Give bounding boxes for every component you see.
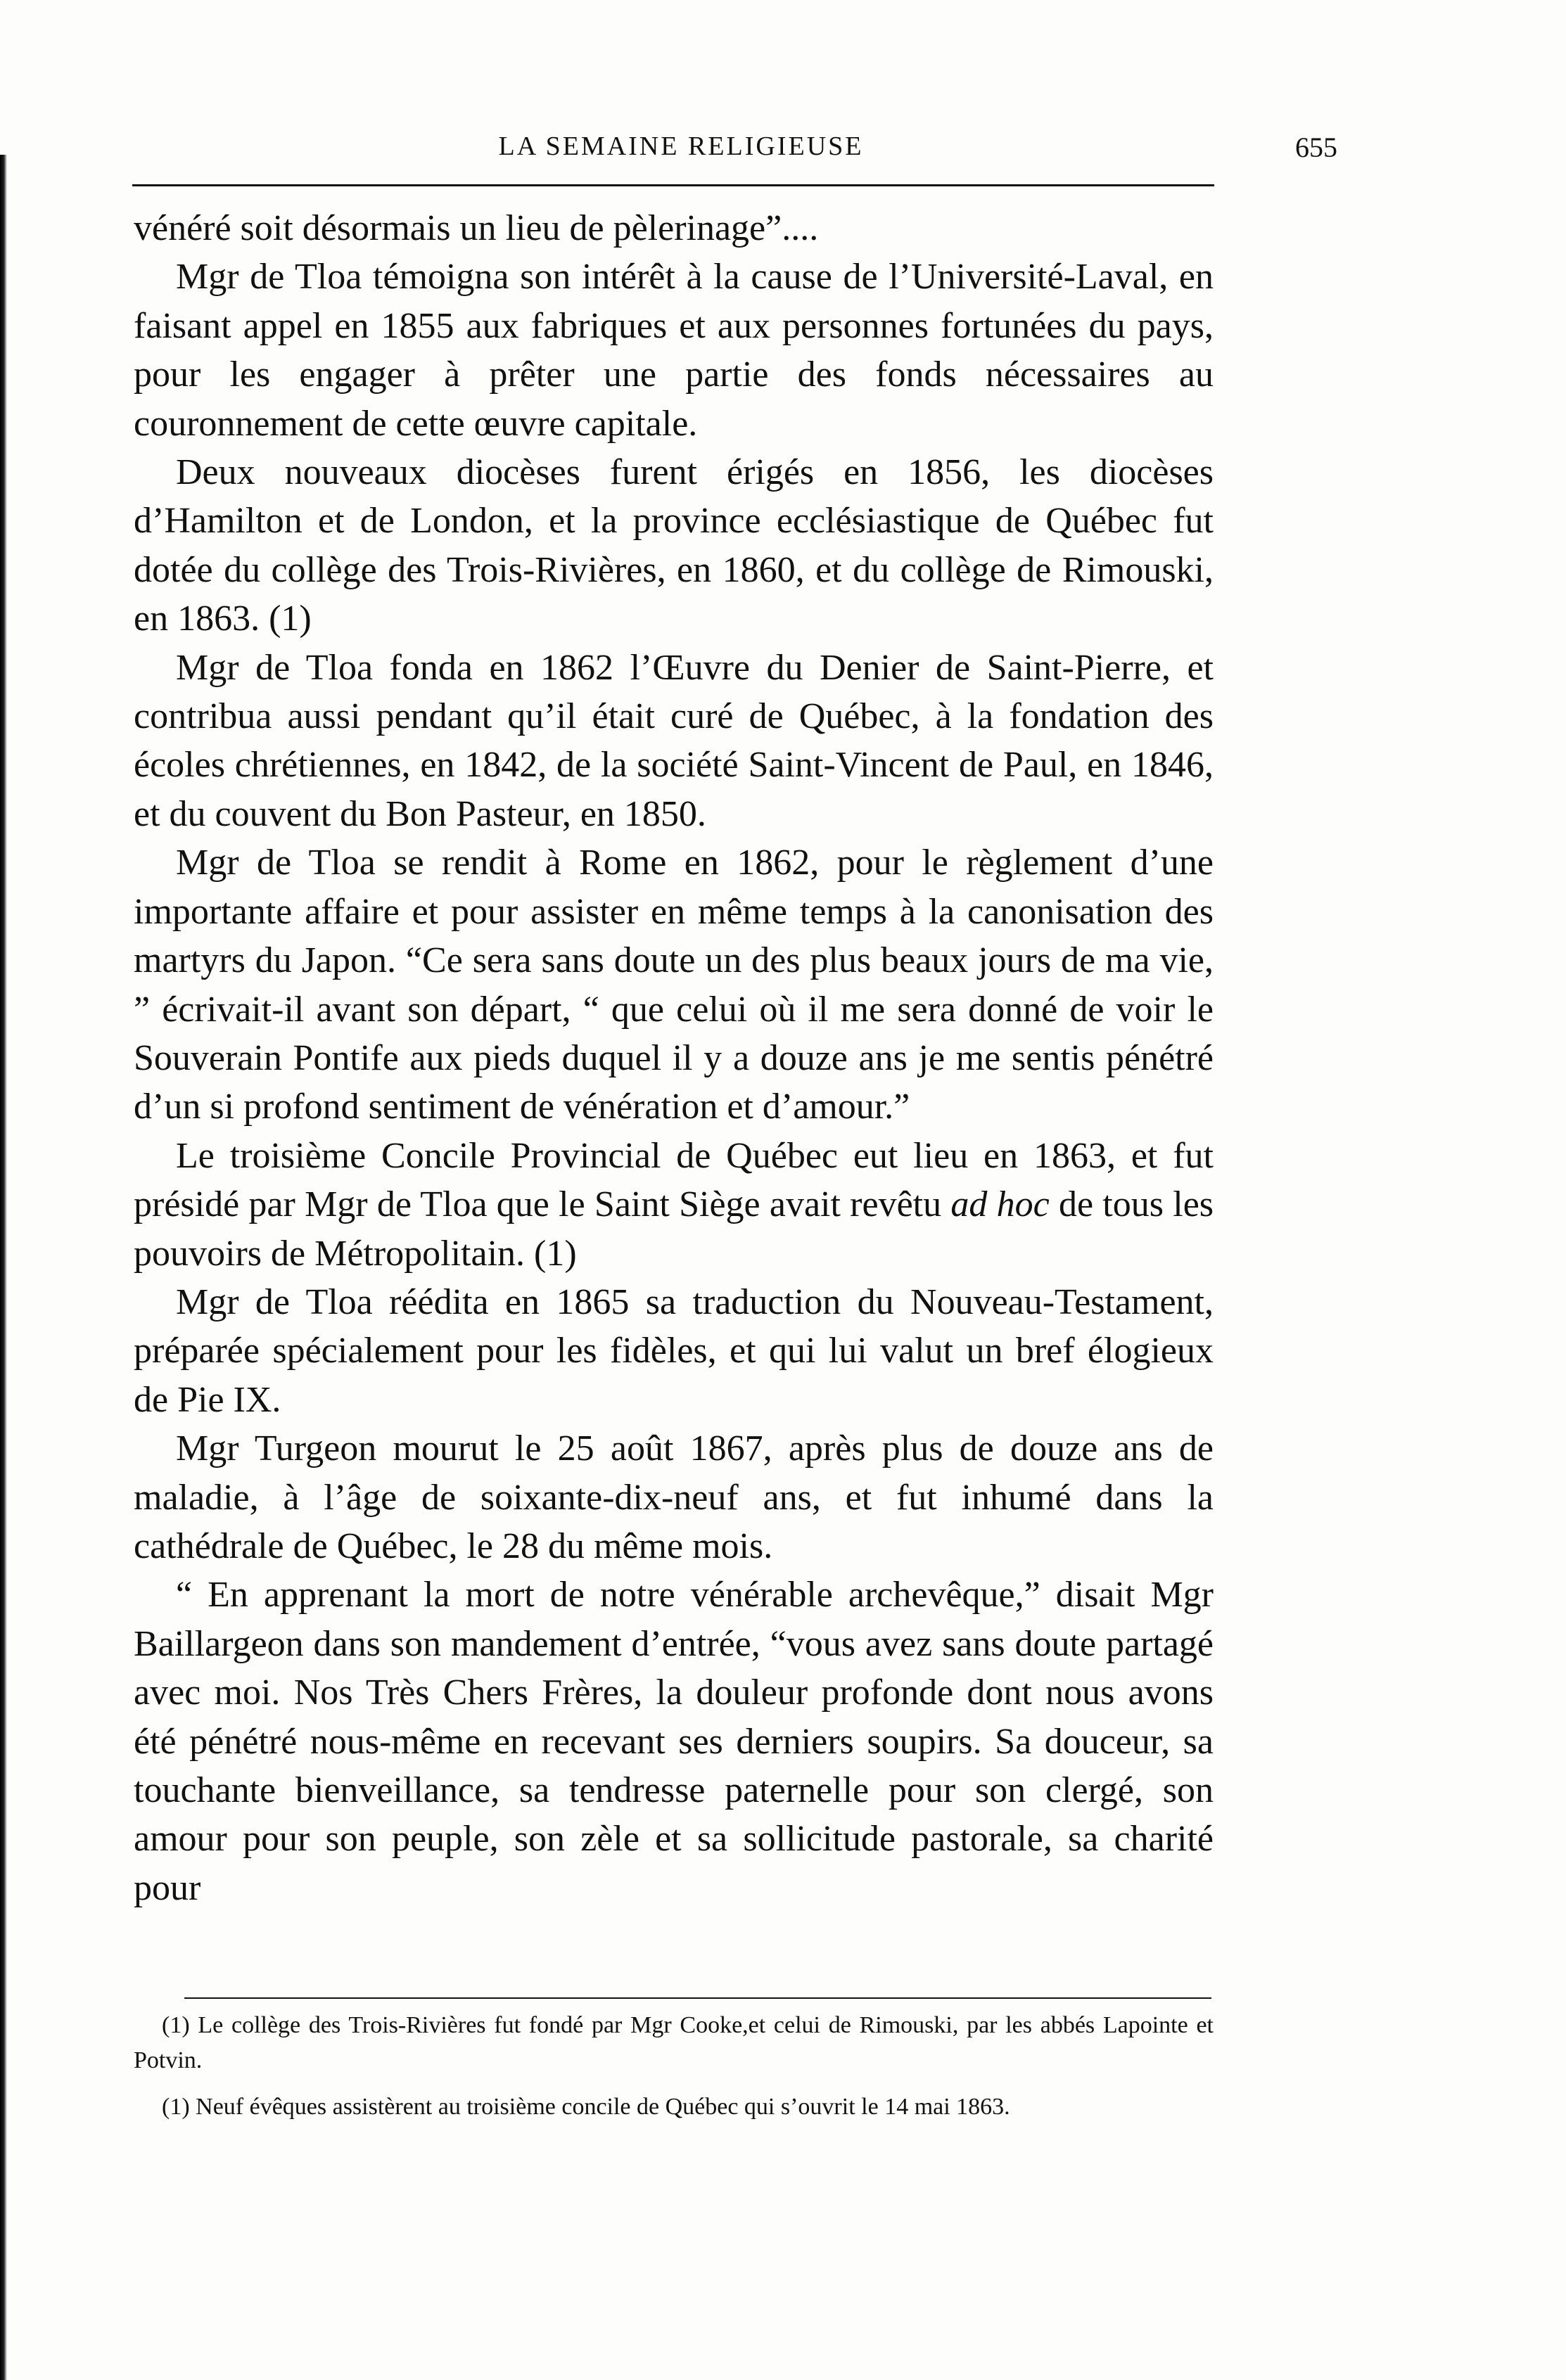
- paragraph-text: Le troisième Concile Provincial de Québec eut lieu en 1863, et fut présidé par Mgr de Tloa que le Saint Siège avait revêtu: [134, 1135, 1214, 1225]
- paragraph-text: de tous les pouvoirs de Métropolitain. (1): [134, 1184, 1214, 1274]
- footnote: (1) Le collège des Trois-Rivières fut fondé par Mgr Cooke,et celui de Rimouski, par les abbés Lapointe et Potvin.: [134, 2012, 1214, 2073]
- paragraph: Mgr de Tloa réédita en 1865 sa traduction du Nouveau-Testament, préparée spécialement pour les fidèles, et qui lui valut un bref élogieux de Pie IX.: [134, 1281, 1214, 1420]
- footnotes: [134, 2008, 1214, 2136]
- footnote: (1) Neuf évêques assistèrent au troisième concile de Québec qui s’ouvrit le 14 mai 1863.: [162, 2094, 1010, 2120]
- paragraph: vénéré soit désormais un lieu de pèlerinage”....: [134, 208, 819, 248]
- paragraph: “ En apprenant la mort de notre vénérable archevêque,” disait Mgr Baillargeon dans son mandement d’entrée, “vous avez sans doute partagé avec moi. Nos Très Chers Frères, la douleur profonde dont nous avons été pénétré nous-même en recevant ses derniers soupirs. Sa douceur, sa touchante bienveillance, sa tendresse paternelle pour son clergé, son amour pour son peuple, son zèle et sa sollicitude pastorale, sa charité pour: [134, 1575, 1214, 1908]
- paragraph: Mgr Turgeon mourut le 25 août 1867, après plus de douze ans de maladie, à l’âge de soixante-dix-neuf ans, et fut inhumé dans la cathédrale de Québec, le 28 du même mois.: [134, 1428, 1214, 1566]
- italic-phrase: ad hoc: [950, 1184, 1050, 1225]
- header-rule: [132, 184, 1214, 186]
- binding-shadow: [0, 155, 7, 2380]
- paragraph: Deux nouveaux diocèses furent érigés en 1856, les diocèses d’Hamilton et de London, et la province ecclésiastique de Québec fut dotée du collège des Trois-Rivières, en 1860, et du collège de Rimouski, en 1863. (1): [134, 452, 1214, 639]
- paragraph: Mgr de Tloa témoigna son intérêt à la cause de l’Université-Laval, en faisant appel en 1855 aux fabriques et aux personnes fortunées du pays, pour les engager à prêter une partie des fonds nécessaires au couronnement de cette œuvre capitale.: [134, 257, 1214, 444]
- running-title: LA SEMAINE RELIGIEUSE: [498, 132, 864, 161]
- running-head: [134, 131, 1337, 173]
- footnote-rule: [184, 1997, 1211, 1999]
- paragraph: [134, 1132, 1214, 1278]
- paragraph: Mgr de Tloa fonda en 1862 l’Œuvre du Denier de Saint-Pierre, et contribua aussi pendant qu’il était curé de Québec, à la fondation des écoles chrétiennes, en 1842, de la société Saint-Vincent de Paul, en 1846, et du couvent du Bon Pasteur, en 1850.: [134, 647, 1214, 834]
- page-number: 655: [1295, 132, 1337, 163]
- paragraph: Mgr de Tloa se rendit à Rome en 1862, pour le règlement d’une importante affaire et pour assister en même temps à la canonisation des martyrs du Japon. “Ce sera sans doute un des plus beaux jours de ma vie, ” écrivait-il avant son départ, “ que celui où il me sera donné de voir le Souverain Pontife aux pieds duquel il y a douze ans je me sentis pénétré d’un si profond sentiment de vénération et d’amour.”: [134, 843, 1214, 1127]
- body-text: [134, 204, 1214, 1912]
